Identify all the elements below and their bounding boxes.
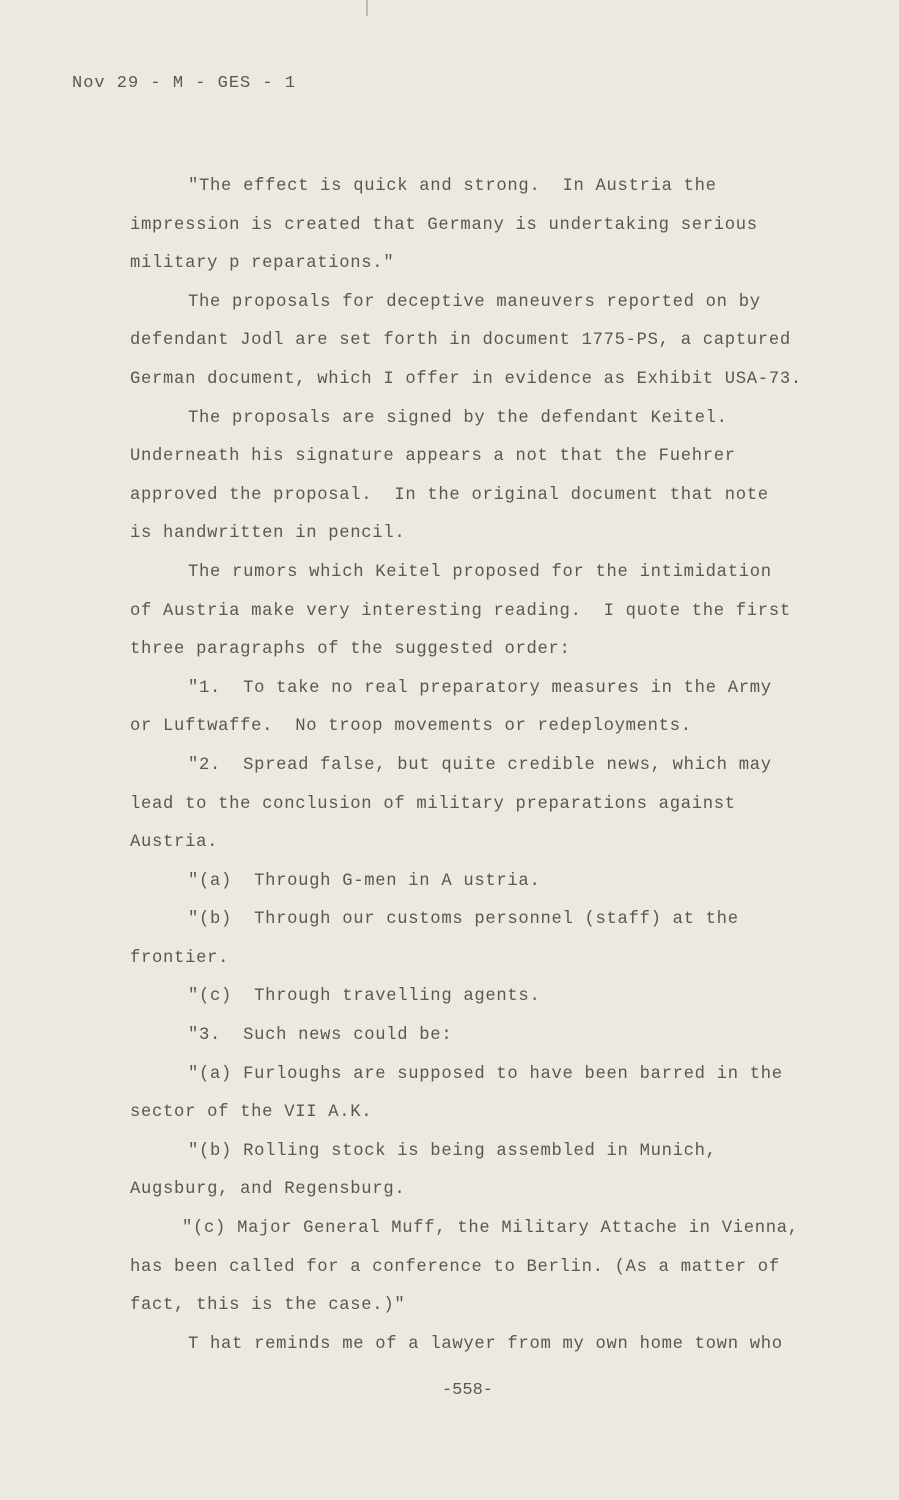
text-line: Austria. bbox=[130, 833, 219, 853]
text-line: impression is created that Germany is undertaking serious bbox=[130, 215, 758, 235]
text-line: "(a) Furloughs are supposed to have been barred in the bbox=[188, 1064, 783, 1084]
text-line: or Luftwaffe. No troop movements or redeployments. bbox=[130, 717, 692, 737]
text-line: defendant Jodl are set forth in document 1775-PS, a captured bbox=[130, 331, 791, 351]
text-line: T hat reminds me of a lawyer from my own home town who bbox=[188, 1334, 783, 1354]
text-line: lead to the conclusion of military preparations against bbox=[130, 794, 736, 814]
document-header: Nov 29 - M - GES - 1 bbox=[72, 74, 297, 93]
text-line: approved the proposal. In the original document that note bbox=[130, 485, 769, 505]
text-line: The rumors which Keitel proposed for the intimidation bbox=[188, 562, 772, 582]
text-line: "(c) Through travelling agents. bbox=[188, 987, 541, 1007]
text-line: Underneath his signature appears a not that the Fuehrer bbox=[130, 447, 736, 467]
text-line: sector of the VII A.K. bbox=[130, 1103, 373, 1123]
text-line: "(c) Major General Muff, the Military Attache in Vienna, bbox=[182, 1219, 799, 1239]
text-line: has been called for a conference to Berlin. (As a matter of bbox=[130, 1257, 780, 1277]
text-line: "(b) Through our customs personnel (staff) at the bbox=[188, 910, 739, 930]
text-line: frontier. bbox=[130, 948, 230, 968]
document-body bbox=[130, 168, 840, 1364]
page-number-row bbox=[0, 1381, 899, 1400]
text-line: "(a) Through G-men in A ustria. bbox=[188, 871, 541, 891]
text-line: of Austria make very interesting reading. I quote the first bbox=[130, 601, 791, 621]
text-line: The proposals are signed by the defendant Keitel. bbox=[188, 408, 728, 428]
text-line: "1. To take no real preparatory measures in the Army bbox=[188, 678, 772, 698]
page-number: -558- bbox=[441, 1381, 493, 1400]
text-line: fact, this is the case.)" bbox=[130, 1296, 406, 1316]
text-line: German document, which I offer in evidence as Exhibit USA-73. bbox=[130, 369, 802, 389]
text-line: is handwritten in pencil. bbox=[130, 524, 406, 544]
text-line: three paragraphs of the suggested order: bbox=[130, 640, 571, 660]
text-line: "2. Spread false, but quite credible news, which may bbox=[188, 755, 772, 775]
text-line: "The effect is quick and strong. In Austria the bbox=[188, 177, 717, 196]
text-line: Augsburg, and Regensburg. bbox=[130, 1180, 406, 1200]
text-line: "3. Such news could be: bbox=[188, 1026, 453, 1046]
text-line: military p reparations." bbox=[130, 254, 395, 274]
text-line: "(b) Rolling stock is being assembled in Munich, bbox=[188, 1141, 717, 1161]
text-line: The proposals for deceptive maneuvers reported on by bbox=[188, 292, 761, 312]
top-edge-mark bbox=[366, 0, 368, 16]
